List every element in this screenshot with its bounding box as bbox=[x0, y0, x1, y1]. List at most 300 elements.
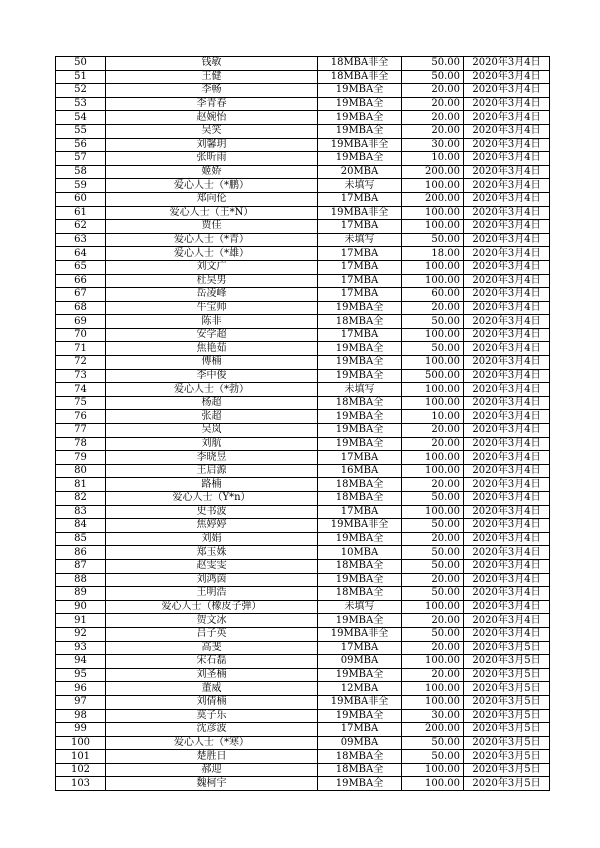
donor-name-cell: 高斐 bbox=[106, 641, 318, 655]
table-row bbox=[56, 206, 550, 220]
table-row bbox=[56, 247, 550, 261]
date-cell: 2020年3月4日 bbox=[464, 288, 550, 302]
amount-cell: 100.00 bbox=[402, 763, 464, 777]
class-cell: 18MBA全 bbox=[318, 492, 402, 506]
table-row bbox=[56, 124, 550, 138]
amount-cell: 10.00 bbox=[402, 152, 464, 166]
class-cell: 12MBA bbox=[318, 682, 402, 696]
row-number-cell: 97 bbox=[56, 695, 106, 709]
row-number-cell: 102 bbox=[56, 763, 106, 777]
table-row bbox=[56, 396, 550, 410]
donor-name-cell: 陈非 bbox=[106, 315, 318, 329]
row-number-cell: 87 bbox=[56, 559, 106, 573]
row-number-cell: 82 bbox=[56, 492, 106, 506]
amount-cell: 50.00 bbox=[402, 492, 464, 506]
class-cell: 17MBA bbox=[318, 274, 402, 288]
donor-name-cell: 爱心人士（橡皮子弹） bbox=[106, 600, 318, 614]
class-cell: 18MBA全 bbox=[318, 478, 402, 492]
row-number-cell: 73 bbox=[56, 369, 106, 383]
table-row bbox=[56, 559, 550, 573]
donor-name-cell: 爱心人士（*雄） bbox=[106, 247, 318, 261]
row-number-cell: 54 bbox=[56, 111, 106, 125]
donor-name-cell: 路楠 bbox=[106, 478, 318, 492]
table-row bbox=[56, 655, 550, 669]
row-number-cell: 69 bbox=[56, 315, 106, 329]
donor-name-cell: 史书波 bbox=[106, 505, 318, 519]
amount-cell: 200.00 bbox=[402, 723, 464, 737]
date-cell: 2020年3月4日 bbox=[464, 492, 550, 506]
date-cell: 2020年3月4日 bbox=[464, 532, 550, 546]
table-row bbox=[56, 97, 550, 111]
date-cell: 2020年3月4日 bbox=[464, 396, 550, 410]
class-cell: 未填写 bbox=[318, 600, 402, 614]
table-row bbox=[56, 587, 550, 601]
class-cell: 19MBA全 bbox=[318, 410, 402, 424]
date-cell: 2020年3月4日 bbox=[464, 124, 550, 138]
amount-cell: 200.00 bbox=[402, 165, 464, 179]
table-row bbox=[56, 301, 550, 315]
row-number-cell: 89 bbox=[56, 587, 106, 601]
class-cell: 19MBA全 bbox=[318, 84, 402, 98]
donor-name-cell: 安学超 bbox=[106, 328, 318, 342]
donor-name-cell: 张昕雨 bbox=[106, 152, 318, 166]
amount-cell: 100.00 bbox=[402, 600, 464, 614]
donor-name-cell: 刘娟 bbox=[106, 532, 318, 546]
class-cell: 18MBA全 bbox=[318, 559, 402, 573]
class-cell: 17MBA bbox=[318, 260, 402, 274]
table-row bbox=[56, 532, 550, 546]
amount-cell: 200.00 bbox=[402, 192, 464, 206]
row-number-cell: 53 bbox=[56, 97, 106, 111]
amount-cell: 60.00 bbox=[402, 288, 464, 302]
amount-cell: 100.00 bbox=[402, 505, 464, 519]
donor-name-cell: 吴岚 bbox=[106, 424, 318, 438]
table-row bbox=[56, 723, 550, 737]
amount-cell: 20.00 bbox=[402, 532, 464, 546]
amount-cell: 20.00 bbox=[402, 641, 464, 655]
amount-cell: 20.00 bbox=[402, 97, 464, 111]
date-cell: 2020年3月4日 bbox=[464, 152, 550, 166]
date-cell: 2020年3月5日 bbox=[464, 777, 550, 791]
amount-cell: 100.00 bbox=[402, 220, 464, 234]
amount-cell: 100.00 bbox=[402, 777, 464, 791]
donor-name-cell: 杜昊男 bbox=[106, 274, 318, 288]
table-row bbox=[56, 437, 550, 451]
date-cell: 2020年3月4日 bbox=[464, 478, 550, 492]
table-row bbox=[56, 192, 550, 206]
donor-name-cell: 爱心人士（王*N） bbox=[106, 206, 318, 220]
donor-name-cell: 董威 bbox=[106, 682, 318, 696]
row-number-cell: 56 bbox=[56, 138, 106, 152]
class-cell: 19MBA非全 bbox=[318, 206, 402, 220]
row-number-cell: 63 bbox=[56, 233, 106, 247]
class-cell: 17MBA bbox=[318, 288, 402, 302]
table-row bbox=[56, 451, 550, 465]
row-number-cell: 100 bbox=[56, 736, 106, 750]
date-cell: 2020年3月4日 bbox=[464, 356, 550, 370]
class-cell: 19MBA全 bbox=[318, 668, 402, 682]
table-row bbox=[56, 614, 550, 628]
donor-name-cell: 李晓昱 bbox=[106, 451, 318, 465]
donor-name-cell: 王健 bbox=[106, 70, 318, 84]
date-cell: 2020年3月4日 bbox=[464, 437, 550, 451]
amount-cell: 50.00 bbox=[402, 627, 464, 641]
class-cell: 17MBA bbox=[318, 641, 402, 655]
donor-name-cell: 沈彦波 bbox=[106, 723, 318, 737]
table-row bbox=[56, 600, 550, 614]
amount-cell: 20.00 bbox=[402, 614, 464, 628]
class-cell: 18MBA全 bbox=[318, 396, 402, 410]
class-cell: 18MBA全 bbox=[318, 763, 402, 777]
date-cell: 2020年3月4日 bbox=[464, 192, 550, 206]
class-cell: 20MBA bbox=[318, 165, 402, 179]
row-number-cell: 70 bbox=[56, 328, 106, 342]
amount-cell: 20.00 bbox=[402, 478, 464, 492]
amount-cell: 100.00 bbox=[402, 396, 464, 410]
class-cell: 19MBA非全 bbox=[318, 627, 402, 641]
table-row bbox=[56, 627, 550, 641]
date-cell: 2020年3月4日 bbox=[464, 519, 550, 533]
row-number-cell: 59 bbox=[56, 179, 106, 193]
donor-name-cell: 杨超 bbox=[106, 396, 318, 410]
date-cell: 2020年3月4日 bbox=[464, 84, 550, 98]
donor-name-cell: 贺文冰 bbox=[106, 614, 318, 628]
date-cell: 2020年3月4日 bbox=[464, 179, 550, 193]
donor-name-cell: 牛宝帅 bbox=[106, 301, 318, 315]
table-row bbox=[56, 356, 550, 370]
row-number-cell: 78 bbox=[56, 437, 106, 451]
donor-name-cell: 姬娇 bbox=[106, 165, 318, 179]
amount-cell: 100.00 bbox=[402, 274, 464, 288]
donor-name-cell: 爱心人士（*寒） bbox=[106, 736, 318, 750]
date-cell: 2020年3月5日 bbox=[464, 763, 550, 777]
date-cell: 2020年3月4日 bbox=[464, 247, 550, 261]
donor-name-cell: 钱敏 bbox=[106, 57, 318, 71]
date-cell: 2020年3月4日 bbox=[464, 301, 550, 315]
table-row bbox=[56, 274, 550, 288]
row-number-cell: 79 bbox=[56, 451, 106, 465]
date-cell: 2020年3月4日 bbox=[464, 505, 550, 519]
donor-name-cell: 岳凌峰 bbox=[106, 288, 318, 302]
table-row bbox=[56, 111, 550, 125]
table-row bbox=[56, 315, 550, 329]
donor-name-cell: 王启源 bbox=[106, 464, 318, 478]
donor-name-cell: 莫子乐 bbox=[106, 709, 318, 723]
table-row bbox=[56, 179, 550, 193]
date-cell: 2020年3月4日 bbox=[464, 600, 550, 614]
row-number-cell: 84 bbox=[56, 519, 106, 533]
amount-cell: 50.00 bbox=[402, 519, 464, 533]
amount-cell: 20.00 bbox=[402, 111, 464, 125]
table-row bbox=[56, 709, 550, 723]
amount-cell: 20.00 bbox=[402, 668, 464, 682]
row-number-cell: 88 bbox=[56, 573, 106, 587]
amount-cell: 50.00 bbox=[402, 736, 464, 750]
class-cell: 10MBA bbox=[318, 546, 402, 560]
row-number-cell: 90 bbox=[56, 600, 106, 614]
donor-name-cell: 爱心人士（Y*n） bbox=[106, 492, 318, 506]
donor-name-cell: 刘倩楠 bbox=[106, 695, 318, 709]
amount-cell: 100.00 bbox=[402, 328, 464, 342]
table-row bbox=[56, 328, 550, 342]
class-cell: 19MBA全 bbox=[318, 614, 402, 628]
table-row bbox=[56, 410, 550, 424]
table-row bbox=[56, 492, 550, 506]
date-cell: 2020年3月4日 bbox=[464, 369, 550, 383]
amount-cell: 500.00 bbox=[402, 369, 464, 383]
row-number-cell: 66 bbox=[56, 274, 106, 288]
date-cell: 2020年3月4日 bbox=[464, 464, 550, 478]
class-cell: 19MBA全 bbox=[318, 97, 402, 111]
table-row bbox=[56, 260, 550, 274]
date-cell: 2020年3月4日 bbox=[464, 315, 550, 329]
class-cell: 18MBA非全 bbox=[318, 57, 402, 71]
row-number-cell: 85 bbox=[56, 532, 106, 546]
table-row bbox=[56, 736, 550, 750]
table-row bbox=[56, 152, 550, 166]
row-number-cell: 83 bbox=[56, 505, 106, 519]
row-number-cell: 58 bbox=[56, 165, 106, 179]
row-number-cell: 96 bbox=[56, 682, 106, 696]
row-number-cell: 61 bbox=[56, 206, 106, 220]
date-cell: 2020年3月4日 bbox=[464, 546, 550, 560]
class-cell: 未填写 bbox=[318, 179, 402, 193]
date-cell: 2020年3月4日 bbox=[464, 220, 550, 234]
table-row bbox=[56, 777, 550, 791]
class-cell: 18MBA全 bbox=[318, 750, 402, 764]
donor-name-cell: 爱心人士（*勃） bbox=[106, 383, 318, 397]
table-row bbox=[56, 750, 550, 764]
table-row bbox=[56, 84, 550, 98]
amount-cell: 50.00 bbox=[402, 559, 464, 573]
class-cell: 19MBA全 bbox=[318, 356, 402, 370]
donor-name-cell: 赵雯雯 bbox=[106, 559, 318, 573]
table-row bbox=[56, 573, 550, 587]
row-number-cell: 101 bbox=[56, 750, 106, 764]
class-cell: 19MBA非全 bbox=[318, 519, 402, 533]
amount-cell: 100.00 bbox=[402, 383, 464, 397]
donor-name-cell: 李青春 bbox=[106, 97, 318, 111]
row-number-cell: 57 bbox=[56, 152, 106, 166]
donor-name-cell: 郝迎 bbox=[106, 763, 318, 777]
table-row bbox=[56, 70, 550, 84]
class-cell: 19MBA非全 bbox=[318, 138, 402, 152]
date-cell: 2020年3月5日 bbox=[464, 682, 550, 696]
row-number-cell: 71 bbox=[56, 342, 106, 356]
table-row bbox=[56, 505, 550, 519]
amount-cell: 20.00 bbox=[402, 301, 464, 315]
date-cell: 2020年3月4日 bbox=[464, 559, 550, 573]
date-cell: 2020年3月4日 bbox=[464, 451, 550, 465]
date-cell: 2020年3月4日 bbox=[464, 165, 550, 179]
date-cell: 2020年3月4日 bbox=[464, 70, 550, 84]
date-cell: 2020年3月5日 bbox=[464, 750, 550, 764]
amount-cell: 100.00 bbox=[402, 451, 464, 465]
table-row bbox=[56, 288, 550, 302]
table-row bbox=[56, 424, 550, 438]
donor-name-cell: 赵婉怡 bbox=[106, 111, 318, 125]
amount-cell: 100.00 bbox=[402, 464, 464, 478]
table-row bbox=[56, 138, 550, 152]
table-row bbox=[56, 519, 550, 533]
class-cell: 19MBA全 bbox=[318, 573, 402, 587]
amount-cell: 20.00 bbox=[402, 573, 464, 587]
class-cell: 17MBA bbox=[318, 328, 402, 342]
donor-name-cell: 李中俊 bbox=[106, 369, 318, 383]
date-cell: 2020年3月5日 bbox=[464, 709, 550, 723]
table-row bbox=[56, 682, 550, 696]
date-cell: 2020年3月4日 bbox=[464, 614, 550, 628]
donor-name-cell: 刘文广 bbox=[106, 260, 318, 274]
class-cell: 17MBA bbox=[318, 505, 402, 519]
date-cell: 2020年3月4日 bbox=[464, 587, 550, 601]
amount-cell: 100.00 bbox=[402, 206, 464, 220]
row-number-cell: 93 bbox=[56, 641, 106, 655]
row-number-cell: 86 bbox=[56, 546, 106, 560]
date-cell: 2020年3月5日 bbox=[464, 668, 550, 682]
amount-cell: 30.00 bbox=[402, 138, 464, 152]
row-number-cell: 65 bbox=[56, 260, 106, 274]
date-cell: 2020年3月4日 bbox=[464, 233, 550, 247]
amount-cell: 50.00 bbox=[402, 546, 464, 560]
class-cell: 19MBA非全 bbox=[318, 695, 402, 709]
row-number-cell: 76 bbox=[56, 410, 106, 424]
date-cell: 2020年3月4日 bbox=[464, 573, 550, 587]
date-cell: 2020年3月4日 bbox=[464, 424, 550, 438]
table-row bbox=[56, 668, 550, 682]
class-cell: 19MBA全 bbox=[318, 342, 402, 356]
class-cell: 16MBA bbox=[318, 464, 402, 478]
date-cell: 2020年3月4日 bbox=[464, 111, 550, 125]
row-number-cell: 60 bbox=[56, 192, 106, 206]
row-number-cell: 91 bbox=[56, 614, 106, 628]
donor-name-cell: 贾佳 bbox=[106, 220, 318, 234]
amount-cell: 50.00 bbox=[402, 70, 464, 84]
class-cell: 18MBA非全 bbox=[318, 70, 402, 84]
date-cell: 2020年3月4日 bbox=[464, 328, 550, 342]
class-cell: 18MBA全 bbox=[318, 587, 402, 601]
donor-name-cell: 刘馨玥 bbox=[106, 138, 318, 152]
amount-cell: 20.00 bbox=[402, 424, 464, 438]
class-cell: 17MBA bbox=[318, 220, 402, 234]
donor-name-cell: 宋石磊 bbox=[106, 655, 318, 669]
class-cell: 18MBA全 bbox=[318, 315, 402, 329]
amount-cell: 18.00 bbox=[402, 247, 464, 261]
donor-name-cell: 刘圣楠 bbox=[106, 668, 318, 682]
row-number-cell: 75 bbox=[56, 396, 106, 410]
class-cell: 未填写 bbox=[318, 233, 402, 247]
amount-cell: 100.00 bbox=[402, 260, 464, 274]
amount-cell: 30.00 bbox=[402, 709, 464, 723]
date-cell: 2020年3月4日 bbox=[464, 57, 550, 71]
amount-cell: 100.00 bbox=[402, 695, 464, 709]
class-cell: 19MBA全 bbox=[318, 301, 402, 315]
class-cell: 19MBA全 bbox=[318, 424, 402, 438]
date-cell: 2020年3月4日 bbox=[464, 627, 550, 641]
donor-name-cell: 张超 bbox=[106, 410, 318, 424]
row-number-cell: 67 bbox=[56, 288, 106, 302]
donor-name-cell: 楚胜日 bbox=[106, 750, 318, 764]
amount-cell: 50.00 bbox=[402, 233, 464, 247]
amount-cell: 20.00 bbox=[402, 124, 464, 138]
row-number-cell: 99 bbox=[56, 723, 106, 737]
donor-name-cell: 王明浩 bbox=[106, 587, 318, 601]
donor-name-cell: 李畅 bbox=[106, 84, 318, 98]
table-row bbox=[56, 220, 550, 234]
row-number-cell: 55 bbox=[56, 124, 106, 138]
table-row bbox=[56, 763, 550, 777]
class-cell: 19MBA全 bbox=[318, 152, 402, 166]
row-number-cell: 68 bbox=[56, 301, 106, 315]
date-cell: 2020年3月4日 bbox=[464, 383, 550, 397]
donor-name-cell: 刘航 bbox=[106, 437, 318, 451]
row-number-cell: 50 bbox=[56, 57, 106, 71]
amount-cell: 100.00 bbox=[402, 356, 464, 370]
table-row bbox=[56, 641, 550, 655]
date-cell: 2020年3月5日 bbox=[464, 723, 550, 737]
class-cell: 17MBA bbox=[318, 723, 402, 737]
donor-name-cell: 魏柯宇 bbox=[106, 777, 318, 791]
donor-name-cell: 吕子英 bbox=[106, 627, 318, 641]
date-cell: 2020年3月5日 bbox=[464, 655, 550, 669]
class-cell: 17MBA bbox=[318, 451, 402, 465]
table-row bbox=[56, 165, 550, 179]
amount-cell: 100.00 bbox=[402, 179, 464, 193]
table-row bbox=[56, 478, 550, 492]
donation-table-body bbox=[56, 57, 550, 791]
row-number-cell: 77 bbox=[56, 424, 106, 438]
amount-cell: 50.00 bbox=[402, 750, 464, 764]
date-cell: 2020年3月4日 bbox=[464, 342, 550, 356]
row-number-cell: 80 bbox=[56, 464, 106, 478]
donor-name-cell: 傅楠 bbox=[106, 356, 318, 370]
amount-cell: 20.00 bbox=[402, 437, 464, 451]
date-cell: 2020年3月4日 bbox=[464, 97, 550, 111]
row-number-cell: 81 bbox=[56, 478, 106, 492]
row-number-cell: 95 bbox=[56, 668, 106, 682]
donor-name-cell: 爱心人士（*青） bbox=[106, 233, 318, 247]
class-cell: 17MBA bbox=[318, 247, 402, 261]
row-number-cell: 52 bbox=[56, 84, 106, 98]
donor-name-cell: 郑玉姝 bbox=[106, 546, 318, 560]
date-cell: 2020年3月4日 bbox=[464, 260, 550, 274]
row-number-cell: 74 bbox=[56, 383, 106, 397]
class-cell: 09MBA bbox=[318, 736, 402, 750]
row-number-cell: 64 bbox=[56, 247, 106, 261]
donor-name-cell: 郑向伦 bbox=[106, 192, 318, 206]
class-cell: 19MBA全 bbox=[318, 369, 402, 383]
amount-cell: 100.00 bbox=[402, 655, 464, 669]
table-row bbox=[56, 695, 550, 709]
table-row bbox=[56, 342, 550, 356]
donor-name-cell: 吴笑 bbox=[106, 124, 318, 138]
date-cell: 2020年3月4日 bbox=[464, 206, 550, 220]
date-cell: 2020年3月4日 bbox=[464, 138, 550, 152]
amount-cell: 50.00 bbox=[402, 315, 464, 329]
table-row bbox=[56, 57, 550, 71]
row-number-cell: 98 bbox=[56, 709, 106, 723]
class-cell: 未填写 bbox=[318, 383, 402, 397]
class-cell: 19MBA全 bbox=[318, 777, 402, 791]
row-number-cell: 72 bbox=[56, 356, 106, 370]
class-cell: 19MBA全 bbox=[318, 111, 402, 125]
table-row bbox=[56, 233, 550, 247]
table-row bbox=[56, 383, 550, 397]
class-cell: 19MBA全 bbox=[318, 124, 402, 138]
row-number-cell: 51 bbox=[56, 70, 106, 84]
class-cell: 19MBA全 bbox=[318, 532, 402, 546]
table-row bbox=[56, 464, 550, 478]
